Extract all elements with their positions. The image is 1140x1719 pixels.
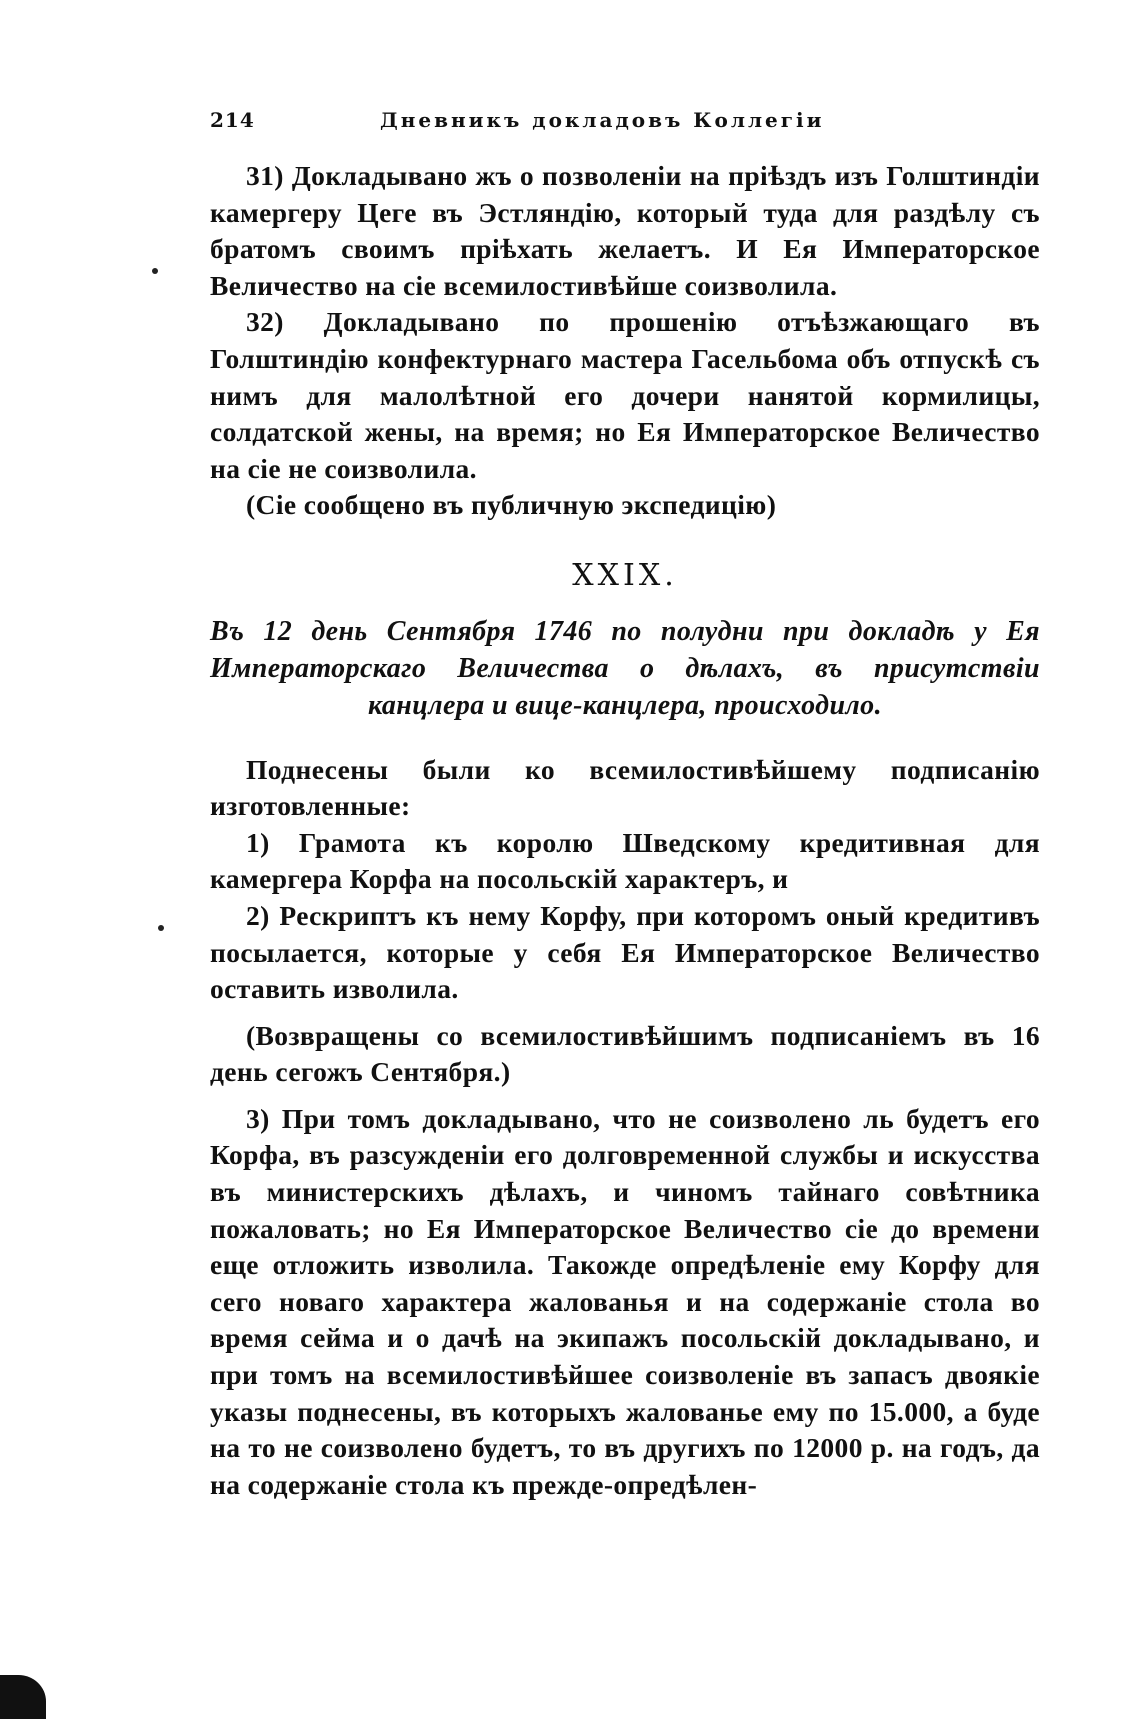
running-title: Дневникъ докладовъ Коллегіи bbox=[380, 108, 825, 132]
section-heading: Въ 12 день Сентября 1746 по полудни при докладѣ у Ея Императорскаго Величества о дѣлахъ, въ присутствіи канцлера и вице-канцлера, происходило. bbox=[210, 615, 1040, 721]
page-number: 214 bbox=[210, 108, 255, 132]
corner-ink-blot bbox=[0, 1675, 46, 1719]
page-text bbox=[210, 158, 1040, 1503]
ink-speck bbox=[158, 925, 164, 931]
section-number: XXIX. bbox=[572, 557, 678, 593]
running-head bbox=[210, 100, 1040, 140]
item-2-rescript: 2) Рескриптъ къ нему Корфу, при которомъ оный кредитивъ посылается, которые у себя Ея Императорское Величество оставить изволила. bbox=[210, 899, 1040, 1005]
paragraph-presented: Поднесены были ко всемилостивѣйшему подписанію изготовленные: bbox=[210, 753, 1040, 822]
book-page bbox=[210, 100, 1040, 1503]
item-3-report: 3) При томъ докладывано, что не соизволено ль будетъ его Корфа, въ разсужденіи его долговременной службы и искусства въ министерскихъ дѣлахъ, и чиномъ тайнаго совѣтника пожаловать; но Ея Императорское Величество сіе до времени еще отложить изволила. Такожде опредѣленіе ему Корфу для сего новаго характера жалованья и на содержаніе стола во время сейма и о дачѣ на экипажъ посольскій докладывано, и при томъ на всемилостивѣйшее соизволеніе въ запасъ двоякіе указы поднесены, въ которыхъ жалованье ему по 15.000, а буде на то не соизволено будетъ, то въ другихъ по 12000 р. на годъ, да на содержаніе стола къ прежде-опредѣлен- bbox=[210, 1102, 1040, 1500]
paragraph-31: 31) Докладывано жъ о позволеніи на пріѣздъ изъ Голштиндіи камергеру Цеге въ Эстляндію, который туда для раздѣлу съ братомъ своимъ пріѣхать желаетъ. И Ея Императорское Величество на сіе всемилостивѣйше соизволила. bbox=[210, 160, 1040, 301]
ink-speck bbox=[152, 268, 158, 274]
paragraph-32: 32) Докладывано по прошенію отъѣзжающаго въ Голштиндію конфектурнаго мастера Гасельбома объ отпускѣ съ нимъ для малолѣтной его дочери нанятой кормилицы, солдатской жены, на время; но Ея Императорское Величество на сіе не соизволила. bbox=[210, 306, 1040, 484]
note-returned: (Возвращены со всемилостивѣйшимъ подписаніемъ въ 16 день сегожъ Сентября.) bbox=[210, 1019, 1040, 1088]
note-public-expedition: (Сіе сообщено въ публичную экспедицію) bbox=[246, 489, 777, 521]
item-1-gramota: 1) Грамота къ королю Шведскому кредитивная для камергера Корфа на посольскій характеръ, и bbox=[210, 826, 1040, 895]
